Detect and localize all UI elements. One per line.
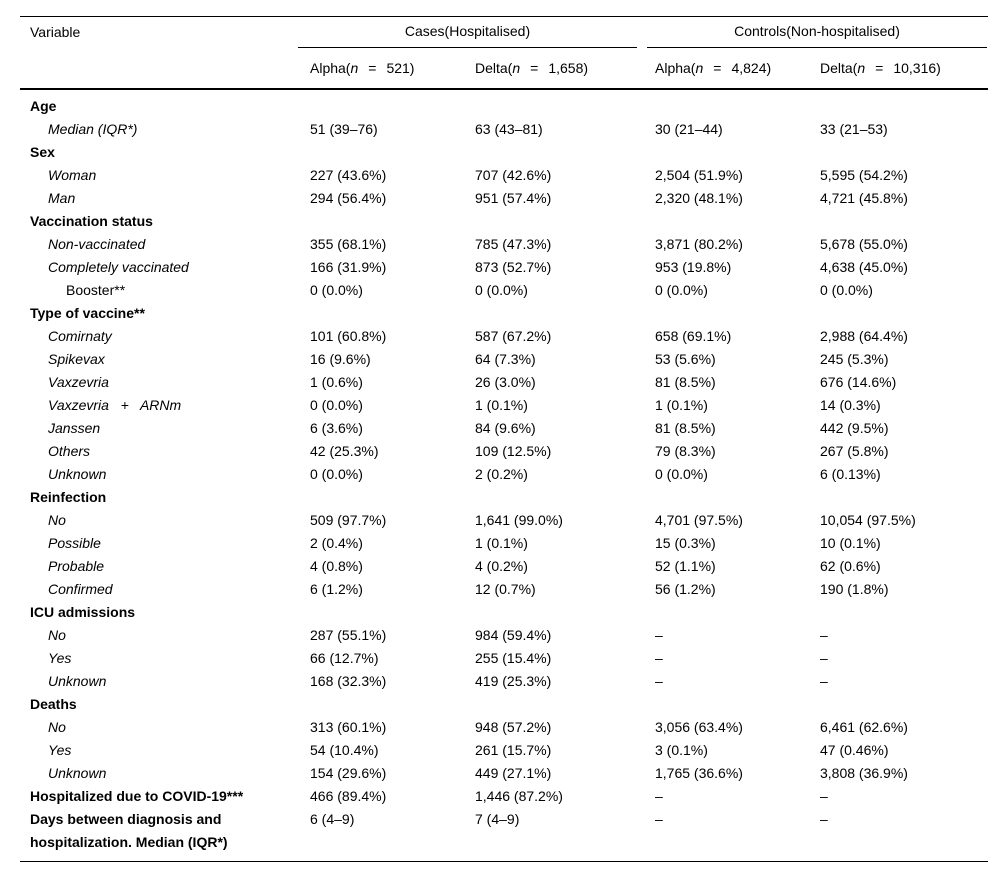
subheader-cases-alpha (298, 48, 463, 89)
cell-value: – (655, 788, 663, 804)
cell-value: – (820, 788, 828, 804)
cell-value: 30 (21–44) (655, 121, 723, 137)
cell-value: 1 (0.6%) (310, 374, 363, 390)
cell-value: 267 (5.8%) (820, 443, 889, 459)
cell-value: 81 (8.5%) (655, 374, 716, 390)
cell-value: 154 (29.6%) (310, 765, 387, 781)
cell-value: 81 (8.5%) (655, 420, 716, 436)
cell-value: 2 (0.4%) (310, 535, 363, 551)
cell-value: 79 (8.3%) (655, 443, 716, 459)
row-label: Yes (48, 742, 72, 758)
cell-value: 54 (10.4%) (310, 742, 379, 758)
cell-value: 0 (0.0%) (310, 282, 363, 298)
cell-value: 166 (31.9%) (310, 259, 387, 275)
row-label: Hospitalized due to COVID-19*** (30, 788, 244, 804)
table-row (20, 808, 988, 862)
table-row (20, 118, 988, 141)
table-row (20, 371, 988, 394)
cell-value (808, 210, 988, 233)
cell-value: 4 (0.2%) (475, 558, 528, 574)
cell-value (298, 141, 463, 164)
cell-value: 2,504 (51.9%) (655, 167, 743, 183)
cell-value: 227 (43.6%) (310, 167, 387, 183)
cell-value: 10,054 (97.5%) (820, 512, 916, 528)
cell-value: 6 (0.13%) (820, 466, 881, 482)
table-row (20, 762, 988, 785)
cell-value: 449 (27.1%) (475, 765, 552, 781)
subheader-prefix: Delta( (475, 60, 513, 76)
cell-value: 509 (97.7%) (310, 512, 387, 528)
row-label: Janssen (48, 420, 101, 436)
cell-value (298, 601, 463, 624)
table-row (20, 578, 988, 601)
cell-value (463, 89, 643, 118)
equals-sign: = (875, 60, 884, 76)
cell-value: 53 (5.6%) (655, 351, 716, 367)
table-row (20, 739, 988, 762)
cell-value (808, 693, 988, 716)
row-label: Man (48, 190, 76, 206)
table-row (20, 670, 988, 693)
cell-value: 676 (14.6%) (820, 374, 897, 390)
cell-value (808, 141, 988, 164)
table-row (20, 440, 988, 463)
cell-value: – (820, 811, 828, 827)
row-label: Probable (48, 558, 105, 574)
cell-value: 62 (0.6%) (820, 558, 881, 574)
cell-value: 0 (0.0%) (820, 282, 873, 298)
row-label: Vaxzevria + ARNm (48, 397, 182, 413)
cell-value: 42 (25.3%) (310, 443, 379, 459)
table-row (20, 325, 988, 348)
row-label: Non-vaccinated (48, 236, 146, 252)
cell-value: 66 (12.7%) (310, 650, 379, 666)
row-label: Woman (48, 167, 97, 183)
cell-value: 33 (21–53) (820, 121, 888, 137)
table-body (20, 89, 988, 862)
cell-value: 255 (15.4%) (475, 650, 552, 666)
subheader-count: 4,824) (731, 60, 772, 76)
cell-value: 6 (3.6%) (310, 420, 363, 436)
cell-value (463, 302, 643, 325)
cell-value: – (655, 673, 663, 689)
cell-value: 3,871 (80.2%) (655, 236, 743, 252)
cell-value: 1 (0.1%) (475, 535, 528, 551)
cell-value (463, 601, 643, 624)
row-label: No (48, 627, 66, 643)
row-label: Completely vaccinated (48, 259, 189, 275)
cell-value (808, 89, 988, 118)
cell-value (298, 210, 463, 233)
equals-sign: = (530, 60, 539, 76)
table-row (20, 164, 988, 187)
cell-value: 6 (4–9) (310, 811, 355, 827)
cell-value (643, 693, 808, 716)
cell-value (463, 210, 643, 233)
cell-value (298, 693, 463, 716)
cell-value: – (655, 650, 663, 666)
cell-value: 47 (0.46%) (820, 742, 889, 758)
cell-value: 953 (19.8%) (655, 259, 732, 275)
cell-value (808, 486, 988, 509)
equals-sign: = (713, 60, 722, 76)
cell-value (463, 141, 643, 164)
cell-value: 466 (89.4%) (310, 788, 387, 804)
table-row (20, 693, 988, 716)
cell-value: – (820, 673, 828, 689)
cell-value: 26 (3.0%) (475, 374, 536, 390)
table-row (20, 647, 988, 670)
cell-value: 3,056 (63.4%) (655, 719, 743, 735)
cell-value: – (655, 811, 663, 827)
table-row (20, 279, 988, 302)
table-row (20, 785, 988, 808)
cell-value: 168 (32.3%) (310, 673, 387, 689)
cell-value: 0 (0.0%) (310, 397, 363, 413)
table-row (20, 89, 988, 118)
group-header-controls-cell (643, 17, 988, 49)
row-label: Sex (30, 144, 55, 160)
cell-value (643, 601, 808, 624)
n-symbol: n (695, 60, 704, 76)
subheader-controls-delta (808, 48, 988, 89)
cell-value: 63 (43–81) (475, 121, 543, 137)
group-header-row (20, 17, 988, 49)
row-label: Yes (48, 650, 72, 666)
cell-value: 948 (57.2%) (475, 719, 552, 735)
table-header (20, 17, 988, 90)
cell-value: 16 (9.6%) (310, 351, 371, 367)
cell-value: 287 (55.1%) (310, 627, 387, 643)
cell-value (298, 302, 463, 325)
row-label: Comirnaty (48, 328, 112, 344)
row-label: Unknown (48, 673, 107, 689)
cell-value: 785 (47.3%) (475, 236, 552, 252)
subheader-count: 521) (386, 60, 415, 76)
cell-value: 2,320 (48.1%) (655, 190, 743, 206)
cell-value: 6,461 (62.6%) (820, 719, 908, 735)
row-label: Reinfection (30, 489, 107, 505)
cell-value: 15 (0.3%) (655, 535, 716, 551)
cell-value (643, 141, 808, 164)
row-label: No (48, 719, 66, 735)
cell-value: 261 (15.7%) (475, 742, 552, 758)
cell-value: 355 (68.1%) (310, 236, 387, 252)
equals-sign: = (368, 60, 377, 76)
cell-value (643, 486, 808, 509)
table-row (20, 463, 988, 486)
row-label: Unknown (48, 765, 107, 781)
cell-value (808, 601, 988, 624)
row-label: Spikevax (48, 351, 105, 367)
table-row (20, 233, 988, 256)
row-label: Type of vaccine** (30, 305, 145, 321)
cell-value: 101 (60.8%) (310, 328, 387, 344)
table-row (20, 532, 988, 555)
table-row (20, 210, 988, 233)
cell-value (463, 693, 643, 716)
cell-value (643, 89, 808, 118)
cell-value (643, 210, 808, 233)
cell-value: 294 (56.4%) (310, 190, 387, 206)
cell-value (808, 302, 988, 325)
cell-value: 190 (1.8%) (820, 581, 889, 597)
subheader-prefix: Alpha( (655, 60, 696, 76)
cell-value: 12 (0.7%) (475, 581, 536, 597)
subheader-prefix: Delta( (820, 60, 858, 76)
row-label: Age (30, 98, 57, 114)
cell-value: 3 (0.1%) (655, 742, 708, 758)
cell-value: 4,701 (97.5%) (655, 512, 743, 528)
n-symbol: n (512, 60, 521, 76)
row-label: Vaccination status (30, 213, 153, 229)
cell-value: 14 (0.3%) (820, 397, 881, 413)
table-row (20, 348, 988, 371)
row-label: Unknown (48, 466, 107, 482)
table-row (20, 601, 988, 624)
cell-value: 4,638 (45.0%) (820, 259, 908, 275)
row-label: Vaxzevria (48, 374, 109, 390)
row-label: Booster** (66, 282, 126, 298)
cell-value: 5,678 (55.0%) (820, 236, 908, 252)
cell-value: – (820, 627, 828, 643)
cell-value: 984 (59.4%) (475, 627, 552, 643)
cell-value: 658 (69.1%) (655, 328, 732, 344)
cell-value: 5,595 (54.2%) (820, 167, 908, 183)
cell-value: 587 (67.2%) (475, 328, 552, 344)
cell-value: 52 (1.1%) (655, 558, 716, 574)
row-label: Deaths (30, 696, 77, 712)
column-header-variable: Variable (20, 17, 298, 90)
subheader-controls-alpha (643, 48, 808, 89)
cell-value: 1 (0.1%) (655, 397, 708, 413)
table-row (20, 555, 988, 578)
subheader-count: 1,658) (548, 60, 589, 76)
cell-value: 1 (0.1%) (475, 397, 528, 413)
cell-value: 313 (60.1%) (310, 719, 387, 735)
cell-value: – (655, 627, 663, 643)
cell-value: 51 (39–76) (310, 121, 378, 137)
cell-value: 0 (0.0%) (655, 466, 708, 482)
group-header-cases-cell (298, 17, 643, 49)
cell-value: 64 (7.3%) (475, 351, 536, 367)
cell-value (298, 486, 463, 509)
table-row (20, 716, 988, 739)
cell-value: 707 (42.6%) (475, 167, 552, 183)
cell-value: 1,446 (87.2%) (475, 788, 563, 804)
cell-value: 2 (0.2%) (475, 466, 528, 482)
cell-value: – (820, 650, 828, 666)
row-label: Possible (48, 535, 101, 551)
table-row (20, 486, 988, 509)
row-label: No (48, 512, 66, 528)
cell-value (463, 486, 643, 509)
cell-value: 4 (0.8%) (310, 558, 363, 574)
cell-value: 0 (0.0%) (475, 282, 528, 298)
baseline-characteristics-table (20, 16, 988, 862)
group-header-cases: Cases(Hospitalised) (298, 17, 637, 48)
row-label: Others (48, 443, 91, 459)
table-row (20, 624, 988, 647)
subheader-cases-delta (463, 48, 643, 89)
cell-value: 245 (5.3%) (820, 351, 889, 367)
cell-value: 1,641 (99.0%) (475, 512, 563, 528)
cell-value: 56 (1.2%) (655, 581, 716, 597)
cell-value: 442 (9.5%) (820, 420, 889, 436)
cell-value: 6 (1.2%) (310, 581, 363, 597)
cell-value: 10 (0.1%) (820, 535, 881, 551)
table-row (20, 417, 988, 440)
cell-value: 4,721 (45.8%) (820, 190, 908, 206)
cell-value: 873 (52.7%) (475, 259, 552, 275)
cell-value: 84 (9.6%) (475, 420, 536, 436)
cell-value (298, 89, 463, 118)
table-row (20, 256, 988, 279)
row-label: Median (IQR*) (48, 121, 138, 137)
n-symbol: n (857, 60, 866, 76)
cell-value: 951 (57.4%) (475, 190, 552, 206)
cell-value: 0 (0.0%) (310, 466, 363, 482)
table-row (20, 509, 988, 532)
table-row (20, 187, 988, 210)
cell-value: 7 (4–9) (475, 811, 520, 827)
subheader-count: 10,316) (893, 60, 941, 76)
cell-value: 109 (12.5%) (475, 443, 552, 459)
n-symbol: n (350, 60, 359, 76)
row-label: Confirmed (48, 581, 113, 597)
table-row (20, 302, 988, 325)
cell-value: 2,988 (64.4%) (820, 328, 908, 344)
table-row (20, 141, 988, 164)
row-label: ICU admissions (30, 604, 136, 620)
cell-value: 419 (25.3%) (475, 673, 552, 689)
group-header-controls: Controls(Non-hospitalised) (647, 17, 987, 48)
row-label: Days between diagnosis and hospitalization. Median (IQR*) (30, 811, 228, 850)
cell-value: 3,808 (36.9%) (820, 765, 908, 781)
cell-value (643, 302, 808, 325)
cell-value: 0 (0.0%) (655, 282, 708, 298)
subheader-prefix: Alpha( (310, 60, 351, 76)
table-row (20, 394, 988, 417)
cell-value: 1,765 (36.6%) (655, 765, 743, 781)
